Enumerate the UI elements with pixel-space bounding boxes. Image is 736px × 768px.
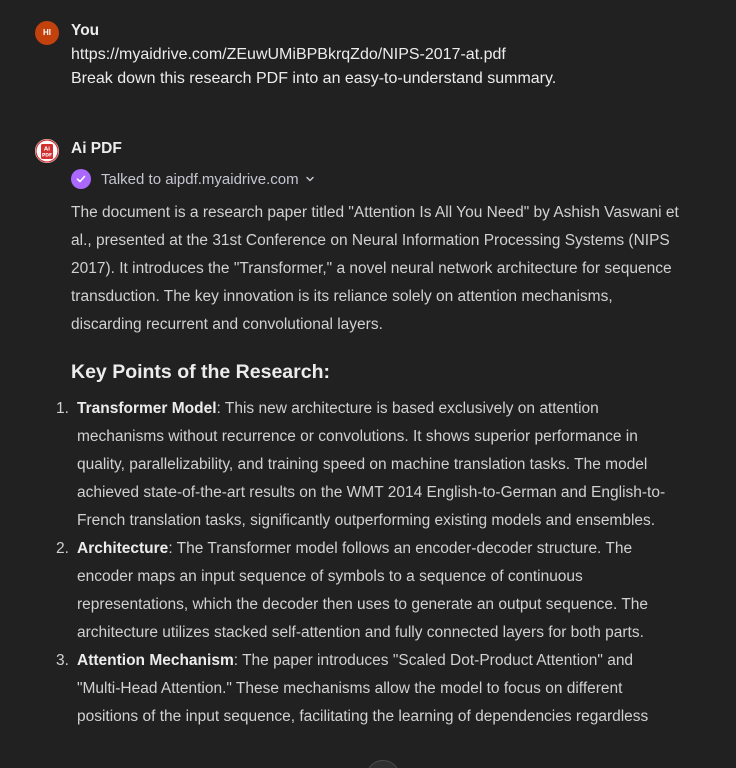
list-item-number: 2. (56, 540, 69, 557)
tool-call-label: Talked to aipdf.myaidrive.com (101, 170, 299, 188)
list-item-title: Transformer Model (77, 400, 217, 417)
chevron-down-icon[interactable] (305, 174, 315, 184)
list-item-number: 1. (56, 400, 69, 417)
key-points-list (56, 395, 736, 731)
user-message-link[interactable]: https://myaidrive.com/ZEuwUMiBPBkrqZdo/NIPS-2017-at.pdf (71, 46, 506, 63)
check-icon (71, 169, 91, 189)
assistant-author-name: Ai PDF (71, 140, 122, 157)
user-author-name: You (71, 22, 100, 39)
list-item (56, 395, 673, 535)
list-item-text: : The paper introduces "Scaled Dot-Product Attention" and "Multi-Head Attention." These mechanisms allow the model to focus on different positions of the input sequence, facilitating the learning of dependencies regardless (77, 652, 649, 725)
list-item-title: Architecture (77, 540, 169, 557)
summary-intro: The document is a research paper titled "Attention Is All You Need" by Ashish Vaswani et al., presented at the 31st Conference on Neural Information Processing Systems (NIPS 2017). It introduces the "Transformer," a novel neural network architecture for sequence transduction. The key innovation is its reliance solely on attention mechanisms, discarding recurrent and convolutional layers. (71, 204, 679, 333)
svg-text:Ai: Ai (43, 146, 51, 153)
scroll-to-bottom-button[interactable] (366, 760, 400, 768)
svg-text:PDF: PDF (41, 153, 53, 159)
list-item-number: 3. (56, 652, 69, 669)
user-message (35, 21, 736, 91)
list-item (56, 647, 673, 731)
user-avatar: HI (35, 21, 59, 45)
list-item-text: : This new architecture is based exclusively on attention mechanisms without recurrence or convolutions. It shows superior performance in quality, parallelizability, and training speed on machine translation tasks. The model achieved state-of-the-art results on the WMT 2014 English-to-German and English-to-French translation tasks, significantly outperforming existing models and ensembles. (77, 400, 666, 529)
ai-pdf-logo-icon (35, 139, 59, 163)
user-message-text: Break down this research PDF into an easy-to-understand summary. (71, 70, 557, 87)
list-item (56, 535, 673, 647)
list-item-text: : The Transformer model follows an encoder-decoder structure. The encoder maps an input sequence of symbols to a sequence of continuous representations, which the decoder then uses to generate an output sequence. The architecture utilizes stacked self-attention and fully connected layers for both parts. (77, 540, 649, 641)
tool-call-toggle[interactable] (71, 168, 736, 190)
assistant-message (35, 139, 736, 731)
list-item-title: Attention Mechanism (77, 652, 234, 669)
section-heading: Key Points of the Research: (71, 361, 330, 383)
